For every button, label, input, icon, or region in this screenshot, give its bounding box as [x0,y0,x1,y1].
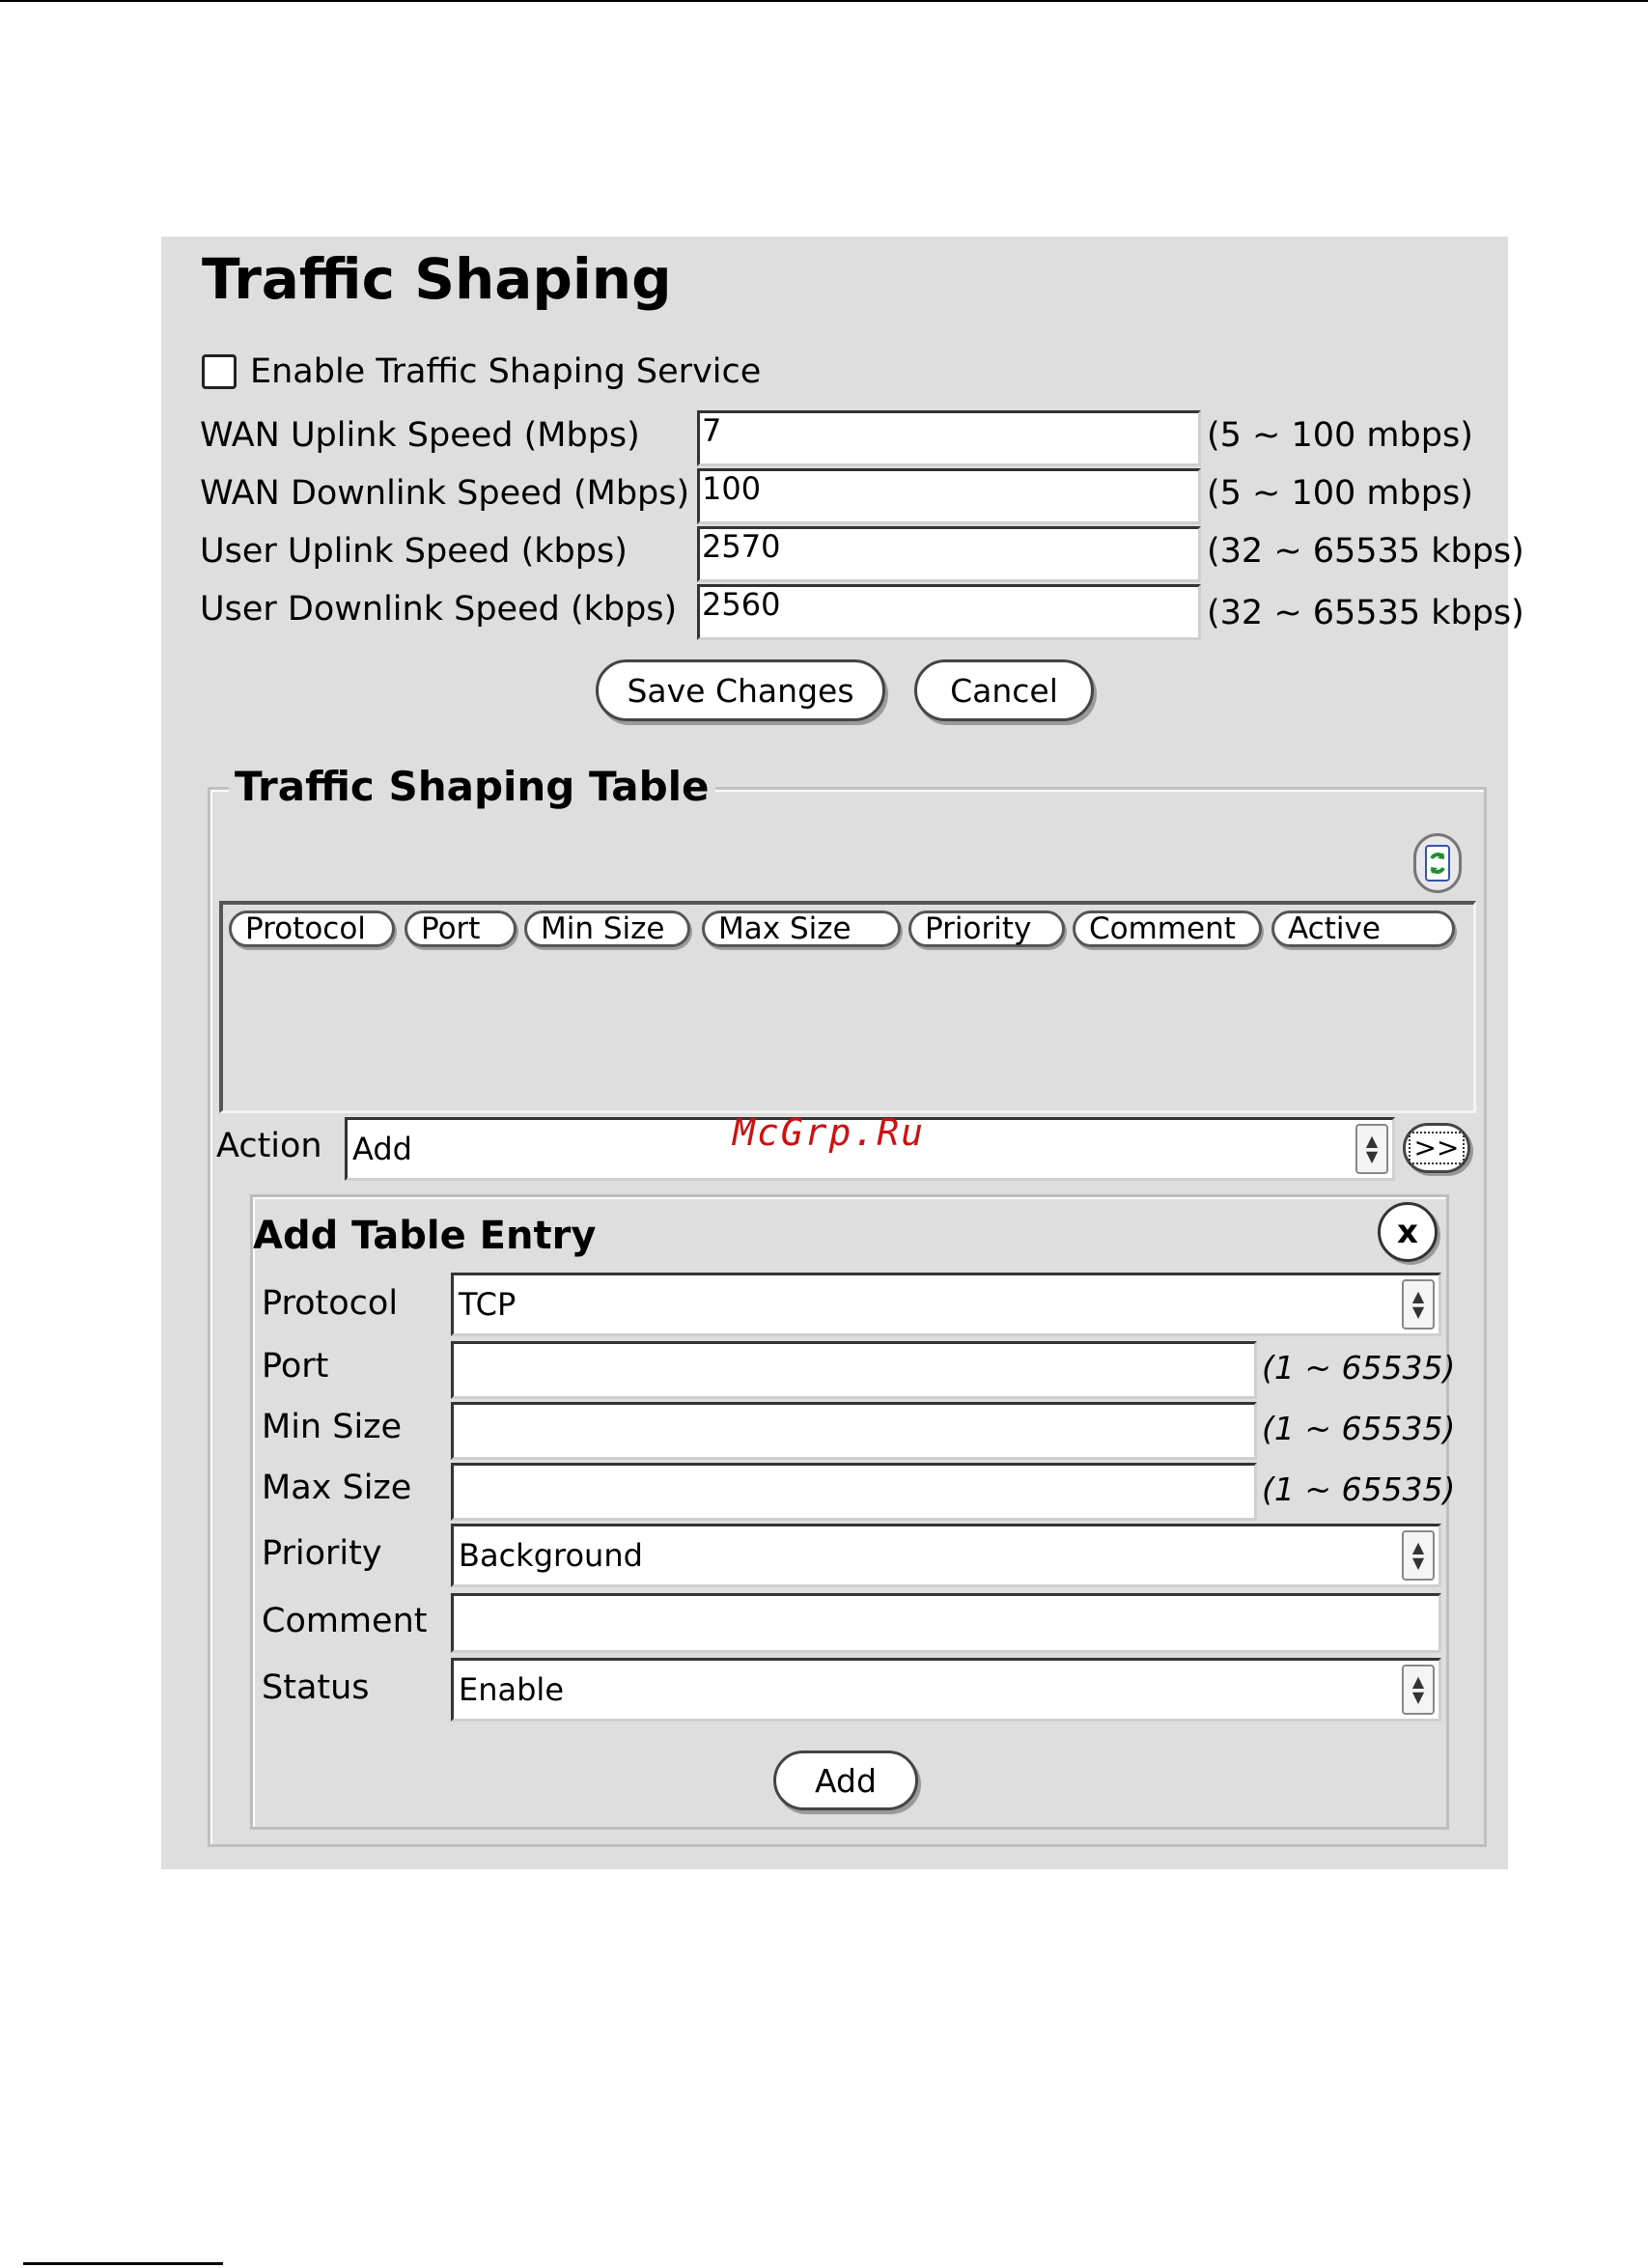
user-downlink-value: 2560 [702,586,781,623]
traffic-shaping-panel [161,237,1524,1869]
enable-label: Enable Traffic Shaping Service [250,352,762,391]
wan-downlink-range: (5 ~ 100 mbps) [1207,474,1473,513]
close-entry-button[interactable]: x [1378,1202,1438,1262]
wan-uplink-range: (5 ~ 100 mbps) [1207,416,1473,455]
page-title: Traffic Shaping [202,246,672,312]
column-header-active[interactable]: Active [1271,910,1455,947]
top-rule [0,0,1648,2]
priority-select[interactable] [451,1524,1441,1587]
updown-arrows-icon: ▲ ▼ [1402,1530,1435,1581]
enable-row [202,350,761,393]
port-input[interactable] [451,1341,1257,1399]
action-label: Action [216,1127,322,1165]
status-select[interactable] [451,1658,1441,1722]
enable-traffic-shaping-checkbox[interactable] [202,354,237,389]
wan-downlink-input[interactable] [697,468,1201,524]
column-header-port[interactable]: Port [405,910,517,947]
port-hint: (1 ~ 65535) [1262,1349,1456,1386]
min-size-label: Min Size [262,1408,403,1446]
wan-uplink-input[interactable] [697,410,1201,466]
wan-uplink-value: 7 [702,412,722,449]
status-label: Status [262,1668,370,1707]
max-size-label: Max Size [262,1469,412,1507]
protocol-select[interactable] [451,1273,1441,1336]
save-changes-button[interactable]: Save Changes [596,659,885,721]
column-header-min-size[interactable]: Min Size [524,910,690,947]
bottom-rule [23,2262,223,2265]
watermark: McGrp.Ru [733,1111,926,1154]
priority-value: Background [459,1537,643,1574]
user-uplink-label: User Uplink Speed (kbps) [200,532,628,571]
user-downlink-label: User Downlink Speed (kbps) [200,590,678,629]
wan-downlink-label: WAN Downlink Speed (Mbps) [200,474,690,513]
max-size-hint: (1 ~ 65535) [1262,1470,1456,1508]
updown-arrows-icon: ▲ ▼ [1402,1665,1435,1715]
refresh-icon [1423,844,1452,882]
column-header-comment[interactable]: Comment [1073,910,1262,947]
traffic-shaping-table [219,901,1476,1113]
user-uplink-range: (32 ~ 65535 kbps) [1207,532,1524,571]
user-uplink-value: 2570 [702,528,781,565]
min-size-input[interactable] [451,1402,1257,1460]
go-label: >> [1409,1132,1466,1164]
table-title: Traffic Shaping Table [229,763,715,810]
priority-label: Priority [262,1534,382,1573]
port-label: Port [262,1347,329,1386]
comment-input[interactable] [451,1593,1441,1653]
protocol-value: TCP [459,1286,517,1323]
column-header-max-size[interactable]: Max Size [702,910,901,947]
refresh-button[interactable] [1413,833,1462,893]
column-header-priority[interactable]: Priority [908,910,1065,947]
cancel-button[interactable]: Cancel [914,659,1094,721]
user-downlink-input[interactable] [697,584,1201,640]
max-size-input[interactable] [451,1463,1257,1521]
wan-uplink-label: WAN Uplink Speed (Mbps) [200,416,640,455]
updown-arrows-icon: ▲ ▼ [1355,1124,1388,1174]
updown-arrows-icon: ▲ ▼ [1402,1279,1435,1330]
user-uplink-input[interactable] [697,526,1201,582]
action-value: Add [352,1131,412,1167]
user-downlink-range: (32 ~ 65535 kbps) [1207,594,1524,632]
comment-label: Comment [262,1602,428,1640]
add-entry-button[interactable]: Add [773,1750,918,1810]
protocol-label: Protocol [262,1284,399,1323]
go-button[interactable] [1403,1123,1470,1173]
min-size-hint: (1 ~ 65535) [1262,1410,1456,1447]
add-entry-title: Add Table Entry [253,1214,597,1258]
column-header-protocol[interactable]: Protocol [229,910,395,947]
status-value: Enable [459,1671,564,1708]
wan-downlink-value: 100 [702,470,762,507]
